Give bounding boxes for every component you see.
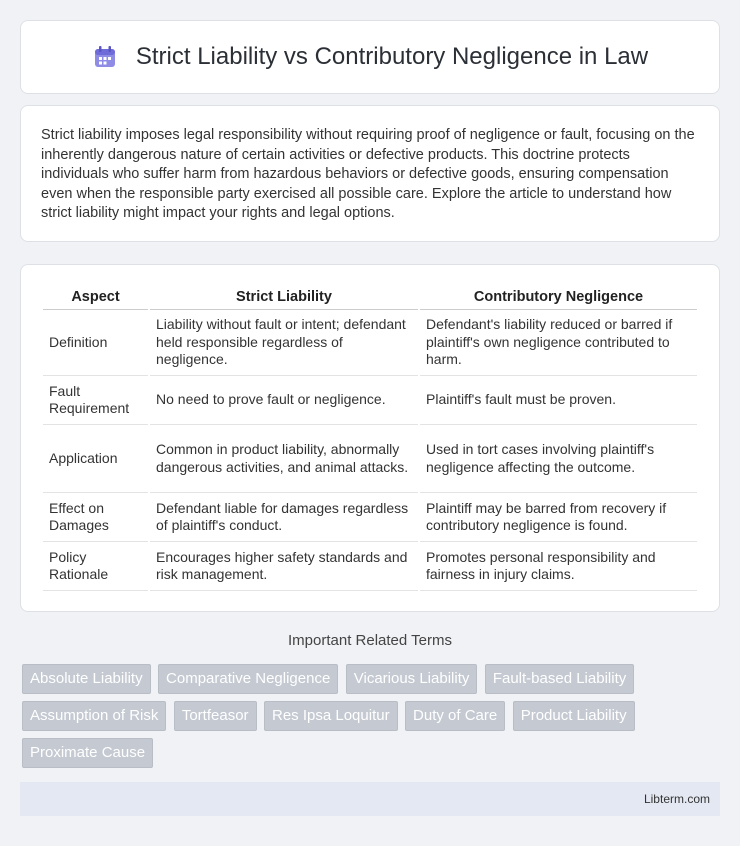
comparison-table-card: [20, 264, 720, 612]
row-contributory-negligence: Defendant's liability reduced or barred if plaintiff's own negligence contributed to harm.: [420, 310, 697, 376]
row-contributory-negligence: Promotes personal responsibility and fairness in injury claims.: [420, 542, 697, 591]
row-contributory-negligence: Plaintiff may be barred from recovery if contributory negligence is found.: [420, 493, 697, 542]
tag-comparative-negligence[interactable]: Comparative Negligence: [158, 664, 338, 694]
row-strict-liability: Defendant liable for damages regardless of plaintiff's conduct.: [150, 493, 418, 542]
tag-assumption-of-risk[interactable]: Assumption of Risk: [22, 701, 166, 731]
table-row: [43, 376, 697, 425]
table-row: [43, 493, 697, 542]
row-strict-liability: Encourages higher safety standards and risk management.: [150, 542, 418, 591]
tag-fault-based-liability[interactable]: Fault-based Liability: [485, 664, 634, 694]
tag-duty-of-care[interactable]: Duty of Care: [405, 701, 505, 731]
tag-absolute-liability[interactable]: Absolute Liability: [22, 664, 151, 694]
calendar-icon: [92, 44, 118, 70]
intro-card: [20, 105, 720, 242]
related-terms-list: [22, 664, 722, 775]
header-aspect: Aspect: [43, 285, 148, 310]
row-strict-liability: Common in product liability, abnormally dangerous activities, and animal attacks.: [150, 425, 418, 493]
tag-product-liability[interactable]: Product Liability: [513, 701, 635, 731]
table-row: [43, 425, 697, 493]
footer-site-link[interactable]: Libterm.com: [643, 792, 710, 806]
page-title: Strict Liability vs Contributory Negligence in Law: [135, 43, 649, 70]
intro-text: Strict liability imposes legal responsibility without requiring proof of negligence or fault, focusing on the inherently dangerous nature of certain activities or defective products. This doctrine protects individuals who suffer harm from hazardous behaviors or defective goods, ensuring compensation even when the responsible party exercised all possible care. Explore the article to understand how strict liability might impact your rights and legal options.: [41, 127, 695, 222]
tag-tortfeasor[interactable]: Tortfeasor: [174, 701, 257, 731]
tag-res-ipsa-loquitur[interactable]: Res Ipsa Loquitur: [264, 701, 398, 731]
row-strict-liability: Liability without fault or intent; defendant held responsible regardless of negligence.: [150, 310, 418, 376]
row-aspect: Effect on Damages: [43, 493, 148, 542]
header-strict-liability: Strict Liability: [150, 285, 418, 310]
row-aspect: Policy Rationale: [43, 542, 148, 591]
header-contributory-negligence: Contributory Negligence: [420, 285, 697, 310]
related-terms-title: Important Related Terms: [288, 632, 452, 649]
header-card: [20, 20, 720, 94]
row-aspect: Fault Requirement: [43, 376, 148, 425]
row-aspect: Definition: [43, 310, 148, 376]
table-header-row: [43, 285, 697, 310]
tag-proximate-cause[interactable]: Proximate Cause: [22, 738, 153, 768]
table-row: [43, 310, 697, 376]
row-contributory-negligence: Plaintiff's fault must be proven.: [420, 376, 697, 425]
tag-vicarious-liability[interactable]: Vicarious Liability: [346, 664, 478, 694]
row-aspect: Application: [43, 425, 148, 493]
footer: [20, 782, 720, 816]
row-strict-liability: No need to prove fault or negligence.: [150, 376, 418, 425]
row-contributory-negligence: Used in tort cases involving plaintiff's negligence affecting the outcome.: [420, 425, 697, 493]
comparison-table: [41, 285, 699, 591]
table-row: [43, 542, 697, 591]
